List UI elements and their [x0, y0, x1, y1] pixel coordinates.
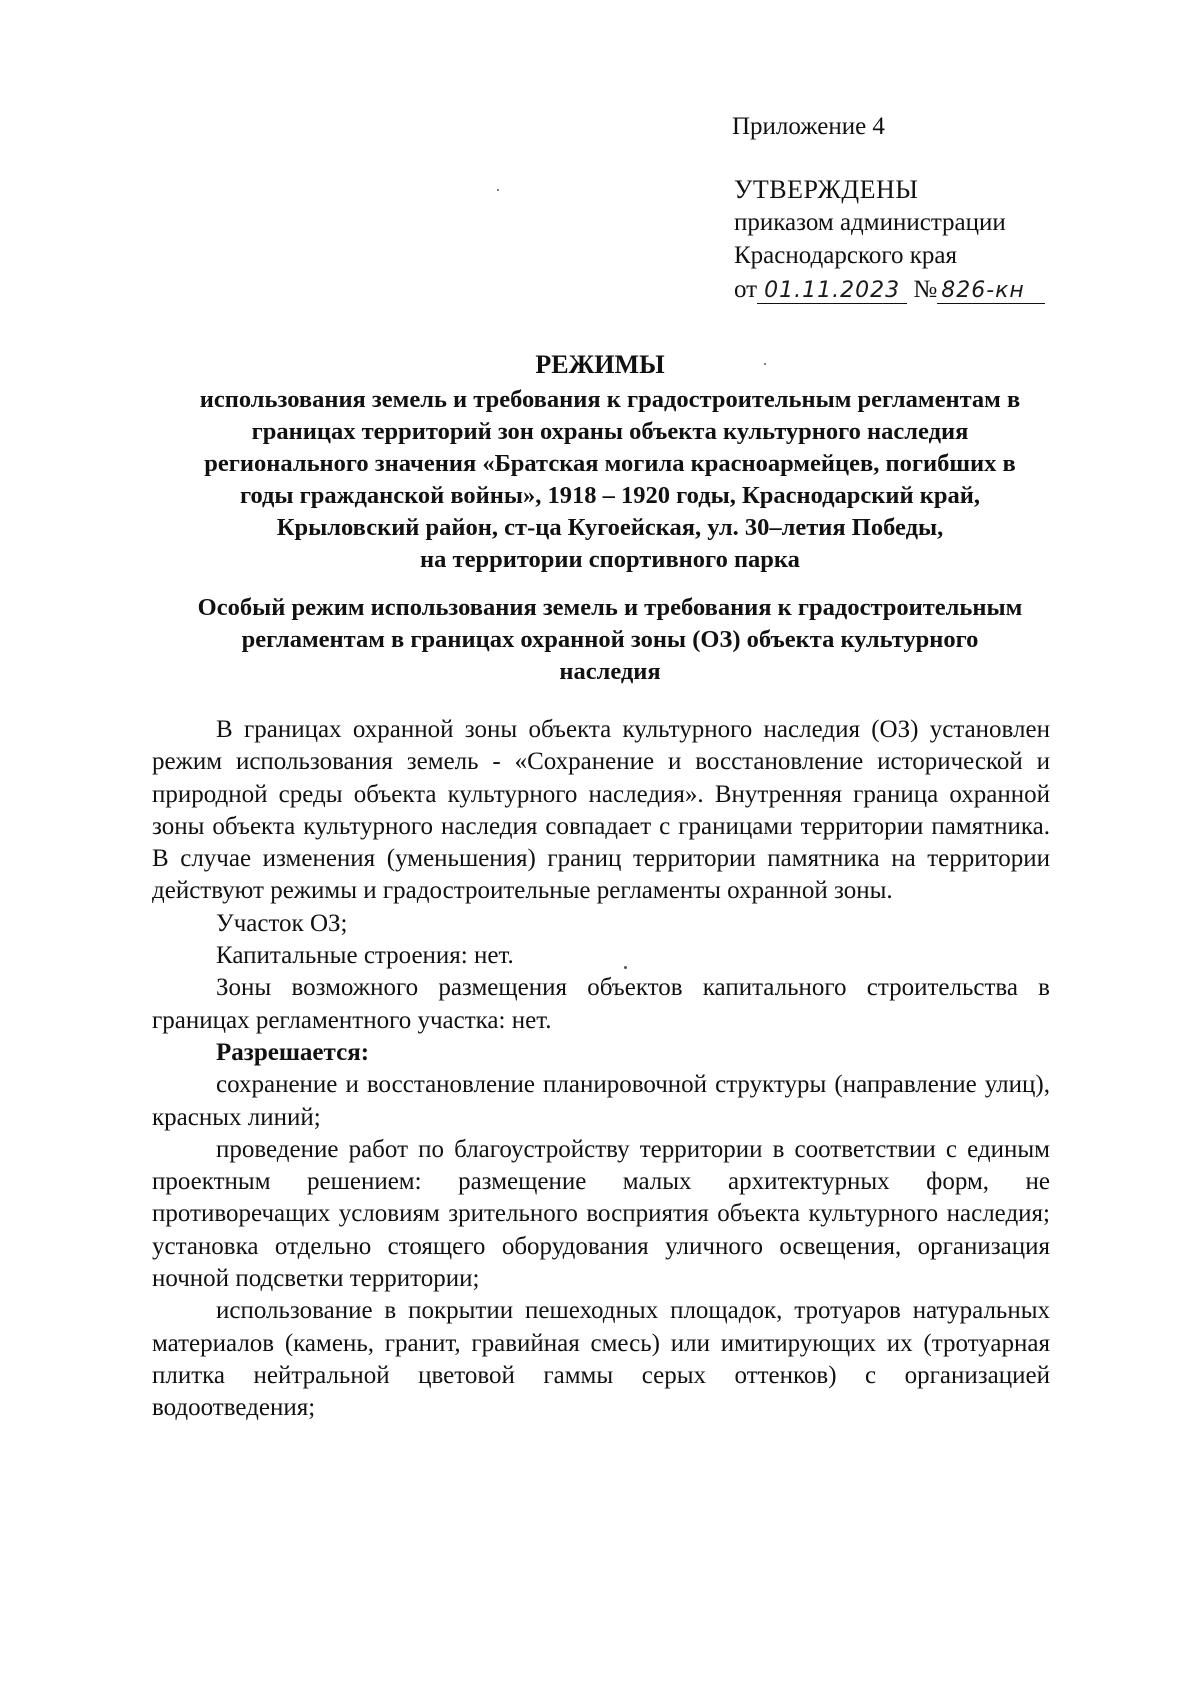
subtitle-line: Крыловский район, ст-ца Кугоейская, ул. 30–летия Победы, [276, 514, 944, 541]
paragraph-allowed-item: сохранение и восстановление планировочной структуры (направление улиц), красных линий; [152, 1071, 1050, 1131]
paragraph-construction-zones: Зоны возможного размещения объектов капитального строительства в границах регламентного участка: нет. [152, 974, 1050, 1034]
paragraph-allowed-item: проведение работ по благоустройству территории в соответствии с единым проектным решением: размещение малых архитектурных форм, не противоречащих условиям зрительного восприятия объекта культурного наследия; установка отдельно стоящего оборудования уличного освещения, организация ночной подсветки территории; [152, 1135, 1050, 1293]
approved-by-line-1: приказом администрации [734, 209, 1006, 236]
document-body [152, 714, 1050, 1425]
order-date-number-line [734, 276, 1045, 304]
paragraph-allowed-item: использование в покрытии пешеходных площадок, тротуаров натуральных материалов (камень, гранит, гравийная смесь) или имитирующих их (тротуарная плитка нейтральной цветовой гаммы серых оттенков) с организацией водоотведения; [152, 1297, 1050, 1422]
section-heading [150, 592, 1070, 688]
document-title: РЕЖИМЫ [535, 350, 665, 379]
subtitle-line: на территории спортивного парка [420, 546, 800, 573]
paragraph-plot: Участок ОЗ; [216, 909, 348, 937]
handwritten-number: 826-кн [937, 278, 1045, 304]
subtitle-line: границах территорий зон охраны объекта культурного наследия [251, 418, 969, 445]
subtitle-line: регионального значения «Братская могила красноармейцев, погибших в [204, 450, 1016, 477]
number-prefix: № [913, 276, 938, 303]
paragraph-allowed-heading: Разрешается: [216, 1038, 370, 1066]
section-heading-line: Особый режим использования земель и требования к градостроительным [197, 594, 1023, 621]
scan-speck [624, 966, 627, 969]
document-subtitle [150, 384, 1070, 576]
appendix-label: Приложение 4 [732, 113, 885, 140]
scan-speck [497, 189, 499, 191]
approved-by-line-2: Краснодарского края [734, 242, 957, 269]
paragraph-zone-regime: В границах охранной зоны объекта культурного наследия (ОЗ) установлен режим использования земель - «Сохранение и восстановление исторической и природной среды объекта культурного наследия». Внутренняя граница охранной зоны объекта культурного наследия совпадает с границами территории памятника. В случае изменения (уменьшения) границ территории памятника на территории действуют режимы и градостроительные регламенты охранной зоны. [152, 716, 1050, 905]
date-prefix: от [734, 276, 758, 303]
subtitle-line: использования земель и требования к градостроительным регламентам в [199, 386, 1021, 413]
section-heading-line: регламентам в границах охранной зоны (ОЗ) объекта культурного [241, 626, 979, 653]
handwritten-date: 01.11.2023 [757, 278, 907, 304]
paragraph-capital-buildings: Капитальные строения: нет. [216, 942, 514, 970]
section-heading-line: наследия [559, 658, 661, 685]
approved-heading: УТВЕРЖДЕНЫ [734, 175, 919, 204]
scan-speck [764, 363, 766, 365]
subtitle-line: годы гражданской войны», 1918 – 1920 годы, Краснодарский край, [239, 482, 981, 509]
